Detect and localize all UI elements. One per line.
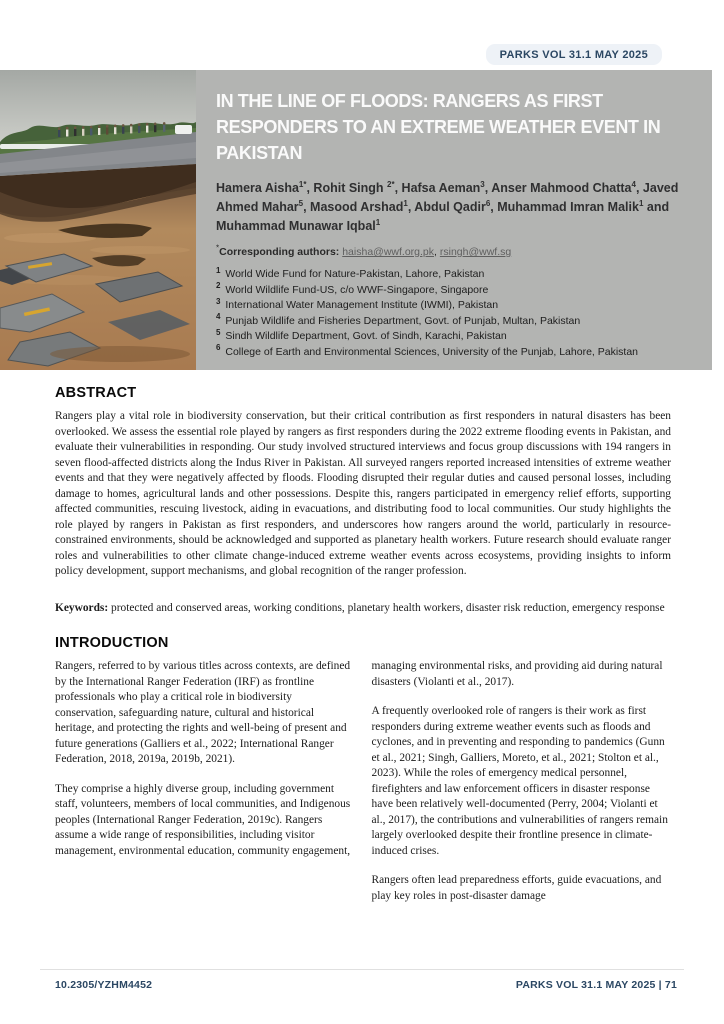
affiliation-item: $^2$ World Wildlife Fund-US, c/o WWF-Singapore, Singapore: [216, 281, 489, 296]
article-body: [55, 385, 671, 918]
email-separator: ,: [434, 246, 440, 258]
intro-paragraph: They comprise a highly diverse group, including government staff, volunteers, members of local communities, and Indigenous peoples (International Ranger Federation, 2019c). Rangers assume a wide range of responsibilities, including visitor management, environmental education, community engagement,: [55, 782, 351, 857]
footer-journal-page: PARKS VOL 31.1 MAY 2025 | 71: [515, 979, 677, 991]
intro-left-column: [55, 659, 355, 918]
keywords-line: [55, 601, 671, 617]
author-list: Hamera Aisha$^{1*}$, Rohit Singh $^{2*}$, Hafsa Aeman$^3$, Anser Mahmood Chatta$^4$, Javed Ahmed Mahar$^5$, Masood Arshad$^1$, Abdul Qadir$^6$, Muhammad Imran Malik$^1$ and Muhammad Munawar Iqbal$^1$: [216, 179, 679, 233]
footer-rule: [40, 969, 684, 970]
article-title: IN THE LINE OF FLOODS: RANGERS AS FIRST RESPONDERS TO AN EXTREME WEATHER EVENT IN PAKISTAN: [216, 91, 661, 163]
two-column-text: [55, 659, 671, 918]
affiliation-item: $^1$ World Wide Fund for Nature-Pakistan, Lahore, Pakistan: [216, 265, 485, 280]
header-banner: [0, 70, 712, 370]
affiliation-list: [216, 267, 696, 360]
title-block: [196, 70, 712, 370]
intro-right-column: [372, 659, 672, 918]
flood-photo-illustration: [0, 70, 196, 370]
intro-paragraph: A frequently overlooked role of rangers is their work as first responders during extreme weather events such as floods and cyclones, and in preventing and responding to pandemics (Gunn et al., 2021; Singh, Galliers, Moreto, et al., 2021; Stolton et al., 2023). While the roles of emergency medical personnel, firefighters and law enforcement officers in disaster response have been relatively well-documented (Perry, 2004; Violanti et al., 2017), the contributions and vulnerabilities of rangers remain largely overlooked despite their frontline presence in climate-induced crises.: [371, 705, 668, 857]
intro-paragraph: Rangers, referred to by various titles across contexts, are defined by the International Ranger Federation (IRF) as frontline professionals who play a critical role in biodiversity conservation, safeguarding nature, cultural and historical heritage, and protecting the rights and well-being of present and future generations (Galliers et al., 2022; International Ranger Federation, 2018, 2019a, 2019b, 2021).: [55, 660, 351, 765]
abstract-heading: ABSTRACT: [55, 385, 137, 401]
affiliation-item: $^6$ College of Earth and Environmental Sciences, University of the Punjab, Lahore, Pakistan: [216, 343, 639, 358]
affiliation-item: $^3$ International Water Management Institute (IWMI), Pakistan: [216, 296, 499, 311]
corresponding-authors: [216, 243, 696, 258]
introduction-heading: INTRODUCTION: [55, 635, 169, 651]
email-link-rsingh[interactable]: rsingh@wwf.sg: [439, 246, 512, 258]
keywords-text: protected and conserved areas, working conditions, planetary health workers, disaster risk reduction, emergency response: [108, 601, 665, 614]
corresponding-label: Corresponding authors:: [219, 246, 343, 258]
email-link-haisha[interactable]: haisha@wwf.org.pk: [342, 246, 435, 258]
affiliation-item: $^5$ Sindh Wildlife Department, Govt. of Sindh, Karachi, Pakistan: [216, 327, 507, 342]
abstract-text: Rangers play a vital role in biodiversity conservation, but their critical contribution as first responders in natural disasters has been overlooked. We assess the essential role played by rangers as first responders during the 2022 extreme flooding events in Pakistan, and evaluate their vulnerabilities in responding. Our study involved structured interviews and focus group discussions with 194 rangers in seven flood-affected districts along the Indus River in Pakistan. All surveyed rangers reported increased intensities of extreme weather events and that they were negatively affected by floods. Flooding disrupted their regular duties and caused personal losses, including damage to homes, agricultural lands and other possessions. Despite this, rangers participated in emergency relief efforts, supporting affected communities, rescuing livestock, aiding in evacuations, and distributing food to local communities. Our study highlights the role played by rangers in Pakistan as first responders, and underscores how rangers around the world, particularly in resource-constrained environments, should be acknowledged and supported as planetary health workers. Future research should evaluate ranger roles and vulnerabilities to other climate change-induced extreme weather events across ecosystems, providing insights to inform policy development, support mechanisms, and global recognition of the ranger profession.: [55, 410, 671, 577]
intro-paragraph: managing environmental risks, and providing aid during natural disasters (Violanti et al., 2017).: [371, 660, 663, 688]
journal-volume-badge: PARKS VOL 31.1 MAY 2025: [486, 44, 662, 65]
affiliation-item: $^4$ Punjab Wildlife and Fisheries Department, Govt. of Punjab, Multan, Pakistan: [216, 312, 581, 327]
intro-paragraph: Rangers often lead preparedness efforts, guide evacuations, and play key roles in post-disaster damage: [371, 874, 662, 902]
keywords-label: Keywords:: [55, 601, 109, 614]
flood-damaged-road-photo: [0, 70, 196, 370]
corresponding-asterisk: *: [216, 243, 220, 253]
doi-text: 10.2305/YZHM4452: [55, 979, 153, 991]
